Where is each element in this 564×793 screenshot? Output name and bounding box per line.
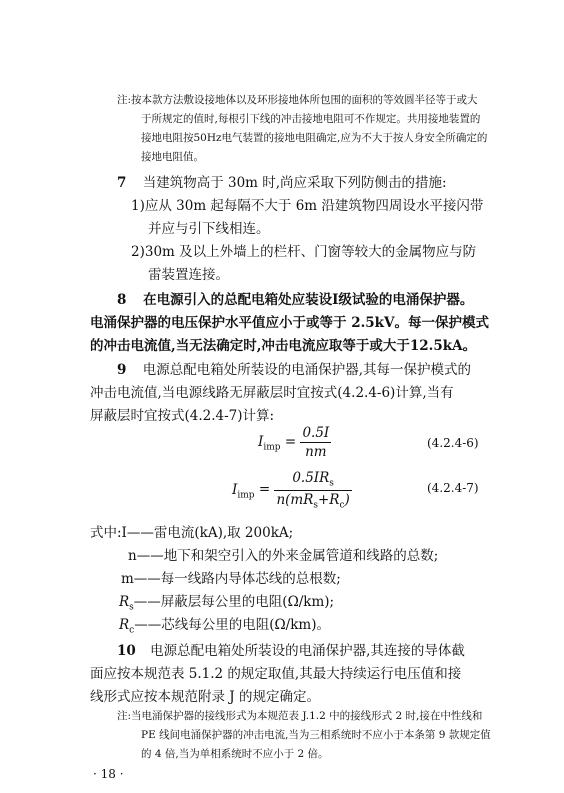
item-10-line-2: 面应按本规范表 5.1.2 的规定取值,其最大持续运行电压值和接 xyxy=(90,666,462,682)
item-8 xyxy=(117,288,473,308)
item-9 xyxy=(117,358,471,378)
note-bottom-line-2: PE 线间电涌保护器的冲击电流,当为三相系统时不应小于本条第 9 款规定值 xyxy=(141,729,491,741)
formula-1-numerator: 0.5I xyxy=(302,425,330,441)
note-top-line-2: 于所规定的值时,每根引下线的冲击接地电阻可不作规定。共用接地装置的 xyxy=(141,113,481,125)
item-9-number: 9 xyxy=(117,362,127,378)
formula-2-number: (4.2.4-7) xyxy=(427,481,479,495)
formula-1-number: (4.2.4-6) xyxy=(427,436,479,450)
formula-1-lhs: $I_{imp}$ xyxy=(258,434,281,453)
item-10-line-1: 电源总配电箱处所装设的电涌保护器,其连接的导体截 xyxy=(150,643,465,659)
where-rs: $R_s——$屏蔽层每公里的电阻(Ω/km); xyxy=(119,594,335,613)
item-7 xyxy=(117,171,447,191)
formula-2-denominator: $n(mR_s+R_c)$ xyxy=(276,491,350,511)
item-7-sub-2b: 雷装置连接。 xyxy=(148,267,229,283)
note-top-line-1: 注:按本款方法敷设接地体以及环形接地体所包围的面积的等效圆半径等于或大 xyxy=(117,94,478,106)
item-8-line-2: 电涌保护器的电压保护水平值应小于或等于 2.5kV。每一保护模式 xyxy=(90,315,490,331)
note-top-line-3: 接地电阻按50Hz电气装置的接地电阻确定,应为不大于按人身安全所确定的 xyxy=(141,132,488,144)
where-m: m——每一线路内导体芯线的总根数; xyxy=(121,571,341,587)
item-10-line-3: 线形式应按本规范附录 J 的规定确定。 xyxy=(90,689,320,705)
item-9-line-2: 冲击电流值,当电源线路无屏蔽层时宜按式(4.2.4-6)计算,当有 xyxy=(90,385,454,401)
formula-4-2-4-7: $I_{imp}$ = $\frac{0.5IR_s}{n(mR_s+R_c)}$ xyxy=(232,470,350,511)
formula-4-2-4-6: $I_{imp}$ = $\frac{0.5I}{nm}$ xyxy=(258,425,330,460)
formula-1-fraction xyxy=(300,425,331,460)
item-8-line-3: 的冲击电流值,当无法确定时,冲击电流应取等于或大于12.5kA。 xyxy=(90,338,477,354)
item-10-number: 10 xyxy=(117,643,136,659)
item-7-sub-2a: 2)30m 及以上外墙上的栏杆、门窗等较大的金属物应与防 xyxy=(131,244,477,260)
note-bottom-line-3: 的 4 倍,当为单相系统时不应小于 2 倍。 xyxy=(141,748,329,760)
where-n: n——地下和架空引入的外来金属管道和线路的总数; xyxy=(128,548,439,564)
formula-2-lhs: $I_{imp}$ xyxy=(232,481,255,501)
page-number: · 18 · xyxy=(93,767,124,781)
formula-2-numerator: $0.5IR_s$ xyxy=(274,470,351,491)
item-8-number: 8 xyxy=(117,292,127,308)
item-10 xyxy=(117,639,465,659)
item-7-text: 当建筑物高于 30m 时,尚应采取下列防侧击的措施: xyxy=(142,175,447,191)
formula-1-denominator: nm xyxy=(305,444,327,460)
item-7-number: 7 xyxy=(117,175,127,191)
where-intro: 式中:I——雷电流(kA),取 200kA; xyxy=(90,525,294,541)
item-8-line-1: 在电源引入的总配电箱处应装设Ⅰ级试验的电涌保护器。 xyxy=(143,292,474,308)
item-7-sub-1b: 并应与引下线相连。 xyxy=(148,221,270,237)
where-rc: $R_c——$芯线每公里的电阻(Ω/km)。 xyxy=(119,617,330,636)
note-top-line-4: 接地电阻值。 xyxy=(141,151,204,163)
item-9-line-3: 屏蔽层时宜按式(4.2.4-7)计算: xyxy=(90,408,275,424)
item-9-line-1: 电源总配电箱处所装设的电涌保护器,其每一保护模式的 xyxy=(142,362,471,378)
note-bottom-line-1: 注:当电涌保护器的接线形式为本规范表 J.1.2 中的接线形式 2 时,接在中性线和 xyxy=(117,710,483,722)
formula-2-fraction xyxy=(274,470,351,510)
item-7-sub-1a: 1)应从 30m 起每隔不大于 6m 沿建筑物四周设水平接闪带 xyxy=(131,198,484,214)
